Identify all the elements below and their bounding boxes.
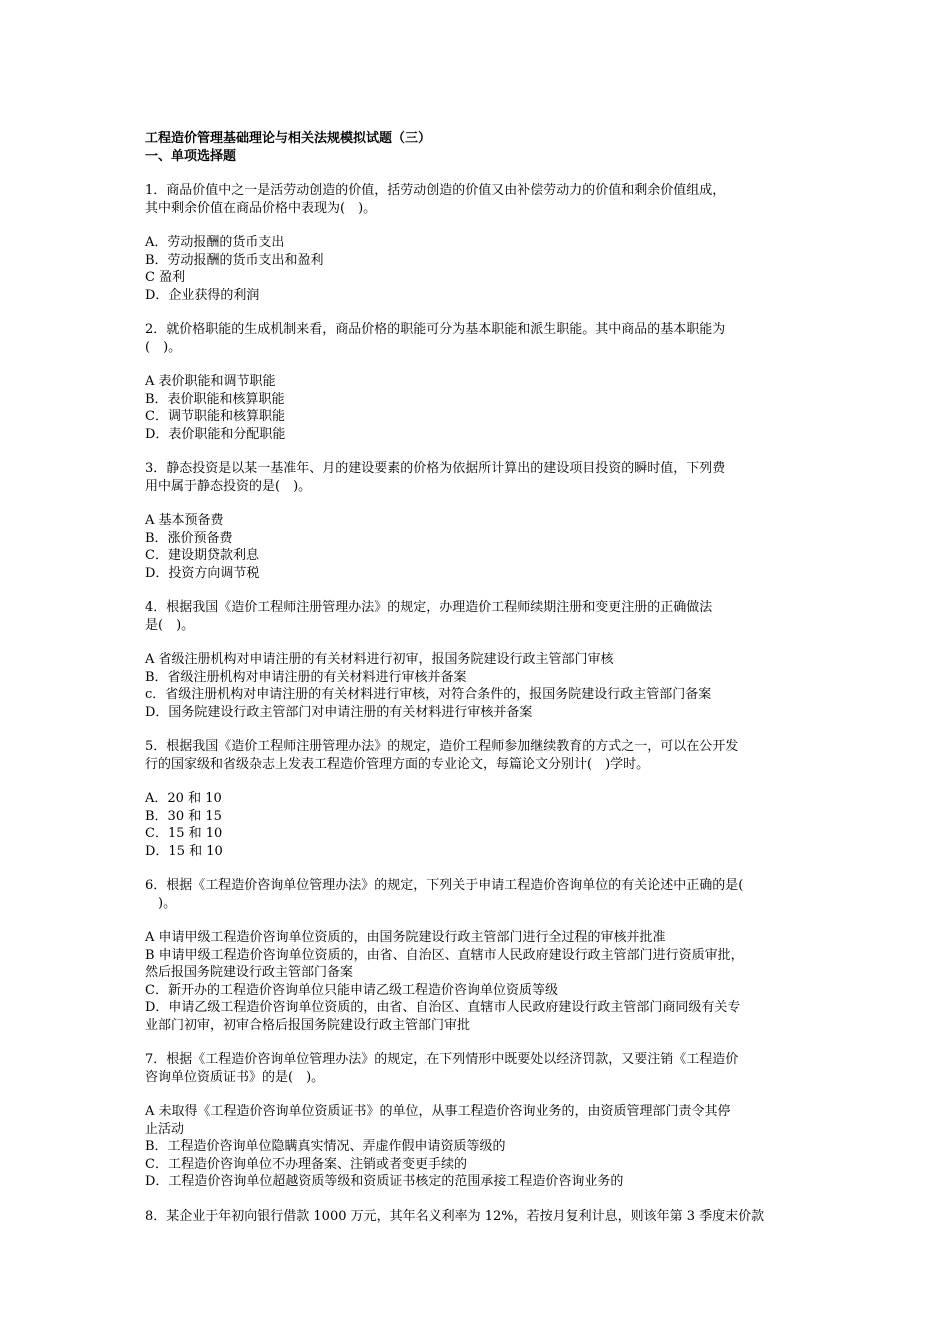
answer-option: D．国务院建设行政主管部门对申请注册的有关材料进行审核并备案 [145,704,533,720]
question-item [145,877,811,1034]
section-heading: 一、单项选择题 [145,148,237,164]
answer-option: C 盈利 [145,270,186,285]
answer-option: A 申请甲级工程造价咨询单位资质的，由国务院建设行政主管部门进行全过程的审核并批准 [145,930,666,945]
document-title: 工程造价管理基础理论与相关法规模拟试题（三） [145,131,432,146]
answer-option: B．劳动报酬的货币支出和盈利 [145,252,324,268]
question-stem: 8．某企业于年初向银行借款 1000 万元，其年名义利率为 12%，若按月复利计息，则该年第 3 季度末价款 [145,1208,765,1224]
question-list [145,182,811,1225]
answer-option: B．省级注册机构对申请注册的有关材料进行审核并备案 [145,669,467,685]
answer-option: D．企业获得的利润 [145,287,260,303]
answer-option: B．表价职能和核算职能 [145,391,285,407]
question-item [145,738,811,860]
question-item [145,1051,811,1191]
answer-option: A 省级注册机构对申请注册的有关材料进行初审，报国务院建设行政主管部门审核 [145,652,614,667]
answer-option: B．30 和 15 [145,808,222,824]
answer-option: C．15 和 10 [145,826,223,841]
question-item [145,182,811,304]
answer-option: C．调节职能和核算职能 [145,409,285,424]
question-stem: 6．根据《工程造价咨询单位管理办法》的规定，下列关于申请工程造价咨询单位的有关论述中正确的是( )。 [145,878,744,911]
document-page [145,130,811,1242]
question-item [145,321,811,443]
question-stem: 4．根据我国《造价工程师注册管理办法》的规定，办理造价工程师续期注册和变更注册的正确做法 是( )。 [145,600,713,633]
answer-option: A．劳动报酬的货币支出 [145,235,285,250]
question-stem: 5．根据我国《造价工程师注册管理办法》的规定，造价工程师参加继续教育的方式之一，可以在公开发 行的国家级和省级杂志上发表工程造价管理方面的专业论文，每篇论文分别计( )学时。 [145,739,739,772]
answer-option: B 申请甲级工程造价咨询单位资质的，由省、自治区、直辖市人民政府建设行政主管部门进行资质审批， 然后报国务院建设行政主管部门备案 [145,947,744,980]
answer-option: D．表价职能和分配职能 [145,426,286,442]
answer-option: A 未取得《工程造价咨询单位资质证书》的单位，从事工程造价咨询业务的，由资质管理部门责令其停 止活动 [145,1104,731,1137]
answer-option: B．工程造价咨询单位隐瞒真实情况、弄虚作假申请资质等级的 [145,1139,506,1154]
question-stem: 3．静态投资是以某一基准年、月的建设要素的价格为依据所计算出的建设项目投资的瞬时值，下列费 用中属于静态投资的是( )。 [145,461,726,494]
answer-option: C．新开办的工程造价咨询单位只能申请乙级工程造价咨询单位资质等级 [145,982,558,998]
question-item [145,599,811,721]
question-stem: 7．根据《工程造价咨询单位管理办法》的规定，在下列情形中既要处以经济罚款，又要注销《工程造价 咨询单位资质证书》的是( )。 [145,1052,739,1085]
answer-option: A 基本预备费 [145,513,224,528]
answer-option: c．省级注册机构对申请注册的有关材料进行审核，对符合条件的，报国务院建设行政主管部门备案 [145,687,712,702]
answer-option: C．建设期贷款利息 [145,548,259,563]
question-item [145,1208,811,1226]
answer-option: D．15 和 10 [145,843,223,859]
answer-option: B．涨价预备费 [145,530,233,546]
answer-option: A．20 和 10 [145,791,222,806]
answer-option: C．工程造价咨询单位不办理备案、注销或者变更手续的 [145,1156,467,1172]
question-stem: 1．商品价值中之一是活劳动创造的价值，括劳动创造的价值又由补偿劳动力的价值和剩余价值组成， 其中剩余价值在商品价格中表现为( )。 [145,183,726,216]
answer-option: A 表价职能和调节职能 [145,374,276,389]
answer-option: D．申请乙级工程造价咨询单位资质的，由省、自治区、直辖市人民政府建设行政主管部门商同级有关专 业部门初审，初审合格后报国务院建设行政主管部门审批 [145,1000,741,1033]
answer-option: D．投资方向调节税 [145,565,260,581]
answer-option: D．工程造价咨询单位超越资质等级和资质证书核定的范围承接工程造价咨询业务的 [145,1174,624,1189]
question-item [145,460,811,582]
question-stem: 2．就价格职能的生成机制来看，商品价格的职能可分为基本职能和派生职能。其中商品的基本职能为 ( )。 [145,322,726,355]
